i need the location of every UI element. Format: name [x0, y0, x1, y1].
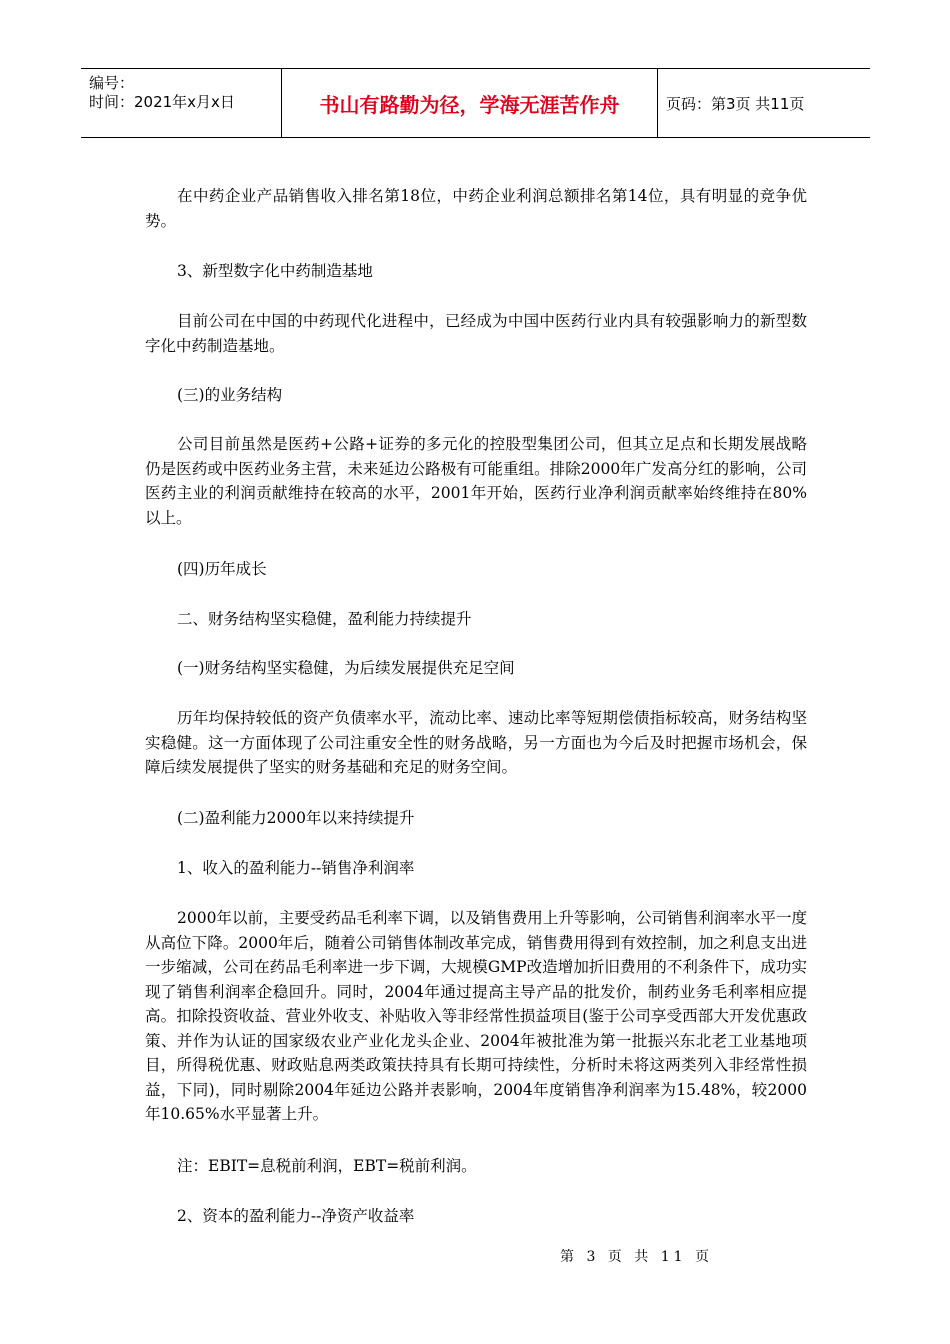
- section-heading: 1、收入的盈利能力--销售净利润率: [177, 859, 415, 877]
- paragraph: 在中药企业产品销售收入排名第18位，中药企业利润总额排名第14位，具有明显的竞争优势。: [145, 187, 807, 230]
- page-footer: 第 3 页 共 11 页: [560, 1249, 713, 1265]
- section-heading: (二)盈利能力2000年以来持续提升: [177, 809, 415, 827]
- section-heading: (三)的业务结构: [177, 386, 283, 404]
- note-text: 注：EBIT=息税前利润，EBT=税前利润。: [177, 1157, 477, 1175]
- paragraph: 公司目前虽然是医药+公路+证券的多元化的控股型集团公司，但其立足点和长期发展战略仍是医药或中医药业务主营，未来延边公路极有可能重组。排除2000年广发高分红的影响，公司医药主业的利润贡献维持在较高的水平，2001年开始，医药行业净利润贡献率始终维持在80%以上。: [145, 435, 807, 527]
- section-heading: 二、财务结构坚实稳健，盈利能力持续提升: [177, 610, 472, 628]
- header-page-info: 页码：第3页 共11页: [666, 94, 805, 113]
- section-heading: (一)财务结构坚实稳健，为后续发展提供充足空间: [177, 659, 515, 677]
- section-heading: (四)历年成长: [177, 560, 267, 578]
- header-motto: 书山有路勤为径，学海无涯苦作舟: [319, 92, 620, 117]
- header-page-cell: [658, 69, 870, 137]
- page-header: [81, 68, 870, 138]
- section-heading: 2、资本的盈利能力--净资产收益率: [177, 1207, 415, 1225]
- section-heading: 3、新型数字化中药制造基地: [177, 262, 373, 280]
- document-time-label: 时间：2021年x月x日: [89, 93, 235, 111]
- paragraph: 目前公司在中国的中药现代化进程中，已经成为中国中医药行业内具有较强影响力的新型数字化中药制造基地。: [145, 312, 807, 355]
- document-number-label: 编号：: [89, 74, 135, 92]
- paragraph: 历年均保持较低的资产负债率水平，流动比率、速动比率等短期偿债指标较高，财务结构坚实稳健。这一方面体现了公司注重安全性的财务战略，另一方面也为今后及时把握市场机会，保障后续发展提供了坚实的财务基础和充足的财务空间。: [145, 709, 807, 776]
- header-motto-cell: [282, 69, 657, 137]
- header-meta: [81, 69, 281, 137]
- paragraph: 2000年以前，主要受药品毛利率下调，以及销售费用上升等影响，公司销售利润率水平一度从高位下降。2000年后，随着公司销售体制改革完成，销售费用得到有效控制，加之利息支出进一步缩减，公司在药品毛利率进一步下调，大规模GMP改造增加折旧费用的不利条件下，成功实现了销售利润率企稳回升。同时，2004年通过提高主导产品的批发价，制药业务毛利率相应提高。扣除投资收益、营业外收支、补贴收入等非经常性损益项目(鉴于公司享受西部大开发优惠政策、并作为认证的国家级农业产业化龙头企业、2004年被批准为第一批振兴东北老工业基地项目，所得税优惠、财政贴息两类政策扶持具有长期可持续性，分析时未将这两类列入非经常性损益，下同)，同时剔除2004年延边公路并表影响，2004年度销售净利润率为15.48%，较2000年10.65%水平显著上升。: [145, 909, 807, 1123]
